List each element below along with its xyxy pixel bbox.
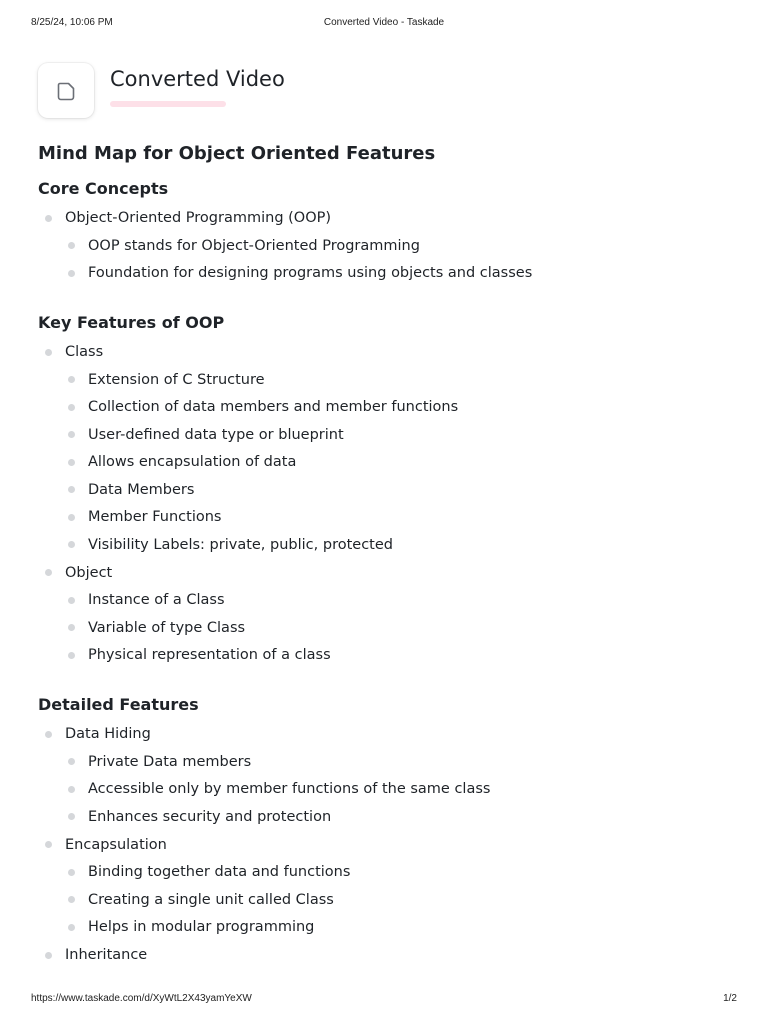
sub-list-item-label: Extension of C Structure: [88, 371, 265, 388]
sub-list-item-label: Visibility Labels: private, public, protected: [88, 536, 393, 553]
document-title-wrap: [110, 66, 285, 107]
mindmap-title: Mind Map for Object Oriented Features: [38, 143, 436, 164]
sub-list-item[interactable]: [38, 618, 738, 638]
sub-list-item[interactable]: [38, 890, 738, 910]
bullet-icon: [45, 731, 52, 738]
sub-list-item[interactable]: [38, 645, 738, 665]
bullet-icon: [68, 404, 75, 411]
document-icon-box[interactable]: [38, 63, 94, 118]
bullet-icon: [68, 786, 75, 793]
sub-list-item[interactable]: [38, 397, 738, 417]
bullet-icon: [68, 431, 75, 438]
sub-list-item[interactable]: [38, 535, 738, 555]
print-footer: [31, 993, 737, 1007]
bullet-icon: [68, 652, 75, 659]
sub-list-item-label: OOP stands for Object-Oriented Programming: [88, 237, 420, 254]
sub-list-item[interactable]: [38, 779, 738, 799]
list-item[interactable]: [38, 724, 738, 827]
sub-list-item-label: Data Members: [88, 481, 195, 498]
bullet-icon: [68, 459, 75, 466]
sub-list-item-label: Binding together data and functions: [88, 864, 351, 880]
bullet-icon: [68, 514, 75, 521]
sub-list-item-label: Private Data members: [88, 753, 252, 770]
list-item-label: Object: [65, 564, 113, 581]
sub-list-item-label: Foundation for designing programs using objects and classes: [88, 265, 533, 281]
sub-list-item-label: Creating a single unit called Class: [88, 891, 334, 908]
bullet-icon: [68, 924, 75, 931]
document-title[interactable]: Converted Video: [110, 67, 285, 91]
list-item[interactable]: [38, 208, 738, 283]
sub-list-item-label: Collection of data members and member functions: [88, 399, 459, 415]
bullet-icon: [68, 376, 75, 383]
bullet-icon: [68, 270, 75, 277]
bullet-icon: [68, 624, 75, 631]
bullet-icon: [68, 486, 75, 493]
bullet-icon: [68, 597, 75, 604]
bullet-icon: [68, 896, 75, 903]
title-accent-bar: [110, 101, 226, 107]
sub-list-item[interactable]: [38, 480, 738, 500]
bullet-icon: [68, 541, 75, 548]
section-heading: Detailed Features: [38, 695, 199, 714]
list-item-label: Data Hiding: [65, 726, 151, 742]
list-item[interactable]: [38, 945, 738, 965]
section-heading: Key Features of OOP: [38, 313, 225, 332]
sub-list: [38, 236, 738, 284]
document-header: [38, 62, 730, 122]
section-list: [38, 342, 738, 665]
print-datetime: 8/25/24, 10:06 PM: [31, 17, 113, 28]
list-item[interactable]: [38, 563, 738, 666]
sub-list-item-label: Physical representation of a class: [88, 647, 331, 663]
sub-list-item-label: Variable of type Class: [88, 619, 246, 636]
section-heading: Core Concepts: [38, 179, 169, 198]
sub-list-item[interactable]: [38, 425, 738, 445]
sub-list-item[interactable]: [38, 807, 738, 827]
list-item-label: Inheritance: [65, 947, 148, 963]
sub-list: [38, 590, 738, 665]
sub-list-item[interactable]: [38, 917, 738, 937]
sub-list-item[interactable]: [38, 370, 738, 390]
sub-list-item[interactable]: [38, 862, 738, 882]
bullet-icon: [45, 841, 52, 848]
sub-list-item[interactable]: [38, 452, 738, 472]
sub-list-item-label: Helps in modular programming: [88, 919, 315, 935]
sub-list-item[interactable]: [38, 752, 738, 772]
sub-list-item-label: Instance of a Class: [88, 592, 225, 608]
bullet-icon: [68, 813, 75, 820]
document-content: [38, 142, 738, 965]
sub-list-item-label: Allows encapsulation of data: [88, 454, 297, 470]
sub-list-item[interactable]: [38, 236, 738, 256]
section-list: [38, 208, 738, 283]
bullet-icon: [45, 349, 52, 356]
bullet-icon: [68, 242, 75, 249]
section-list: [38, 724, 738, 965]
sub-list-item-label: Member Functions: [88, 509, 222, 525]
list-item[interactable]: [38, 835, 738, 938]
document-icon: [54, 79, 78, 103]
print-title: Converted Video - Taskade: [323, 17, 445, 28]
list-item-label: Object-Oriented Programming (OOP): [65, 210, 332, 226]
sub-list-item-label: Enhances security and protection: [88, 808, 332, 825]
sub-list-item[interactable]: [38, 263, 738, 283]
sub-list: [38, 862, 738, 937]
sub-list-item-label: Accessible only by member functions of the same class: [88, 781, 491, 797]
sub-list-item[interactable]: [38, 507, 738, 527]
sub-list: [38, 370, 738, 555]
sub-list-item-label: User-defined data type or blueprint: [88, 426, 344, 443]
bullet-icon: [45, 952, 52, 959]
bullet-icon: [68, 869, 75, 876]
bullet-icon: [45, 569, 52, 576]
list-item[interactable]: [38, 342, 738, 555]
list-item-label: Encapsulation: [65, 836, 167, 853]
page-number: 1/2: [723, 993, 737, 1004]
print-url: https://www.taskade.com/d/XyWtL2X43yamYeXW: [31, 993, 252, 1004]
print-header: [31, 17, 737, 31]
bullet-icon: [68, 758, 75, 765]
sub-list: [38, 752, 738, 827]
list-item-label: Class: [65, 344, 104, 360]
bullet-icon: [45, 215, 52, 222]
sub-list-item[interactable]: [38, 590, 738, 610]
